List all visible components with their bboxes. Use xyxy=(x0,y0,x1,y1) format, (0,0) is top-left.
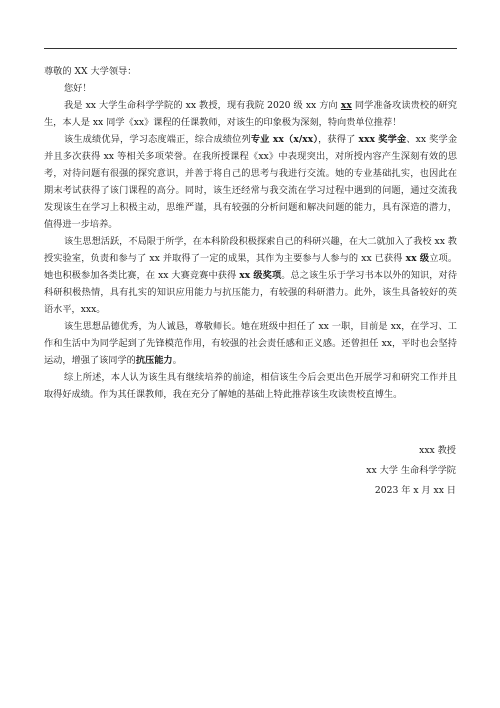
research-text-c: 立项。她也积极参加各类比赛，在 xx 大赛竞赛中获得 xyxy=(44,253,458,281)
character-highlight: 抗压能力 xyxy=(135,355,173,366)
header-rule xyxy=(44,48,457,49)
paragraph-research xyxy=(44,233,457,318)
signature-title: xxx 教授 xyxy=(419,445,456,456)
intro-text-c: 同学准备攻读贵校的研究生，本人是 xx 同学《xx》课程的任课教师，对该生的印象极为深刻，特向贵单位推荐！ xyxy=(44,100,457,128)
intro-text-a: 我是 xx 大学生命科学学院的 xx 教授，现有我院 2020 级 xx 方向 xyxy=(64,100,341,111)
paragraph-academics xyxy=(44,131,457,233)
research-project-level: xx 级 xyxy=(405,253,430,264)
research-text-e: 。总之该生乐于学习书本以外的知识，对待科研积极热情，具有扎实的知识应用能力与抗压能力，有较强的科研潜力。此外，该生具备较好的英语水平，xxx。 xyxy=(44,270,458,315)
signature-date: 2023 年 x 月 xx 日 xyxy=(374,485,456,496)
paragraph-conclusion: 综上所述，本人认为该生具有继续培养的前途，相信该生今后会更出色开展学习和研究工作并且取得好成绩。作为其任课教师，我在充分了解她的基础上特此推荐该生攻读贵校直博生。 xyxy=(44,372,457,400)
academics-text-e: 、xx 奖学金并且多次获得 xx 等相关多项荣誉。在我所授课程《xx》中表现突出，对所授内容产生深刻有效的思考，对待问题有很强的探究意识，并善于将自己的思考与我进行交流。她的专业基础扎实，也因此在期末考试获得了该门课程的高分。同时，该生还经常与我交流在学习过程中遇到的问题，通过交流我发现该生在学习上积极主动，思维严谨，具有较强的分析问题和解决问题的能力，具有深造的潜力，值得进一步培养。 xyxy=(44,134,458,230)
academics-text-c: ，获得了 xyxy=(318,134,359,145)
paragraph-intro xyxy=(44,97,457,131)
salutation: 尊敬的 XX 大学领导： xyxy=(44,66,137,77)
signature-organization: xx 大学 生命科学学院 xyxy=(366,465,456,476)
character-text-a: 该生思想品德优秀，为人诚恳，尊敬师长。她在班级中担任了 xx 一职，目前是 xx，在学习、工作和生活中为同学起到了先锋模范作用，有较强的社会责任感和正义感。还曾担任 xx，平时也会坚持运动，增强了该同学的 xyxy=(44,321,457,366)
letter-body xyxy=(44,63,457,403)
signature-block xyxy=(366,441,456,501)
greeting: 您好！ xyxy=(64,83,92,94)
character-text-c: 。 xyxy=(172,355,182,366)
research-text-a: 该生思想活跃，不局限于所学，在本科阶段积极探索自己的科研兴趣，在大二就加入了我校 xx 教授实验室，负责和参与了 xx 并取得了一定的成果，其作为主要参与人参与的 xx 已获得 xyxy=(44,236,457,264)
academics-text-a: 该生成绩优异，学习态度端正，综合成绩位列 xyxy=(64,134,251,145)
paragraph-character xyxy=(44,318,457,369)
academics-scholarship: xxx 奖学金 xyxy=(358,134,407,145)
academics-rank: 专业 xx（x/xx） xyxy=(250,134,319,145)
research-award-level: xx 级奖项 xyxy=(239,270,282,281)
student-name: xx xyxy=(340,100,352,111)
